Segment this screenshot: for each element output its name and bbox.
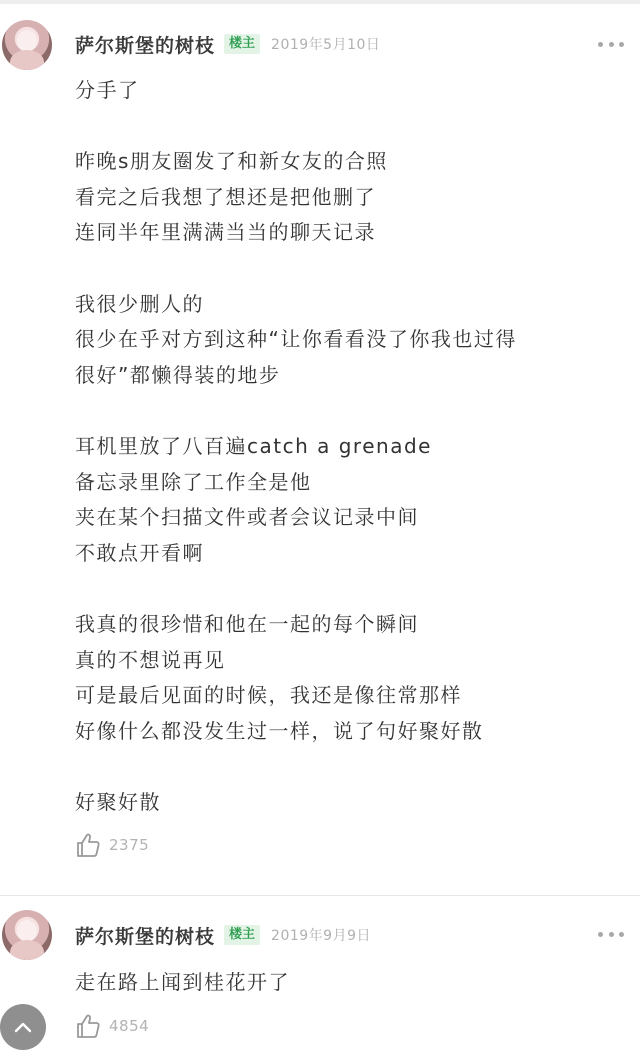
content-line: 我真的很珍惜和他在一起的每个瞬间 bbox=[75, 611, 419, 636]
content-line: 很少在乎对方到这种“让你看看没了你我也过得 bbox=[75, 327, 517, 352]
op-badge: 楼主 bbox=[224, 34, 260, 54]
content-line: 昨晚s朋友圈发了和新女友的合照 bbox=[75, 149, 388, 174]
avatar-body bbox=[10, 940, 44, 960]
post-item bbox=[0, 895, 640, 1045]
more-dots-icon[interactable] bbox=[598, 924, 624, 944]
like-count: 4854 bbox=[109, 1017, 150, 1035]
avatar-face bbox=[17, 30, 37, 52]
content-line: 夹在某个扫描文件或者会议记录中间 bbox=[75, 505, 419, 530]
post-date: 2019年9月9日 bbox=[271, 928, 371, 944]
content-line bbox=[75, 393, 625, 429]
content-line: 备忘录里除了工作全是他 bbox=[75, 469, 312, 494]
op-badge: 楼主 bbox=[224, 925, 260, 945]
like-button[interactable] bbox=[75, 1013, 149, 1039]
username[interactable]: 萨尔斯堡的树枝 bbox=[75, 34, 216, 57]
content-line bbox=[75, 571, 625, 607]
chevron-up-icon bbox=[14, 1018, 32, 1037]
avatar[interactable] bbox=[2, 910, 52, 960]
content-line: 真的不想说再见 bbox=[75, 647, 226, 672]
content-line: 看完之后我想了想还是把他删了 bbox=[75, 184, 376, 209]
scroll-to-top-button[interactable] bbox=[0, 1004, 46, 1050]
post-header bbox=[75, 920, 371, 950]
content-line: 好像什么都没发生过一样，说了句好聚好散 bbox=[75, 718, 484, 743]
content-line: 我很少删人的 bbox=[75, 291, 204, 316]
content-line: 连同半年里满满当当的聊天记录 bbox=[75, 220, 376, 245]
content-line: 耳机里放了八百遍catch a grenade bbox=[75, 433, 432, 458]
content-line: 不敢点开看啊 bbox=[75, 540, 204, 565]
like-button[interactable] bbox=[75, 832, 149, 858]
avatar-body bbox=[10, 50, 44, 70]
more-dots-icon[interactable] bbox=[598, 34, 624, 54]
avatar[interactable] bbox=[2, 20, 52, 70]
content-line bbox=[75, 109, 625, 145]
avatar-face bbox=[17, 920, 37, 942]
post-content: 走在路上闻到桂花开了 bbox=[75, 970, 290, 994]
content-line bbox=[75, 749, 625, 785]
thumbs-up-icon bbox=[75, 832, 101, 858]
like-count: 2375 bbox=[109, 836, 150, 854]
username[interactable]: 萨尔斯堡的树枝 bbox=[75, 925, 216, 948]
post-date: 2019年5月10日 bbox=[271, 37, 381, 53]
content-line: 可是最后见面的时候，我还是像往常那样 bbox=[75, 683, 462, 708]
content-line: 分手了 bbox=[75, 78, 140, 102]
thumbs-up-icon bbox=[75, 1013, 101, 1039]
content-line bbox=[75, 251, 625, 287]
post-header bbox=[75, 29, 380, 59]
post-content bbox=[75, 73, 625, 820]
content-line: 好聚好散 bbox=[75, 789, 161, 814]
content-line: 很好”都懒得装的地步 bbox=[75, 362, 281, 387]
